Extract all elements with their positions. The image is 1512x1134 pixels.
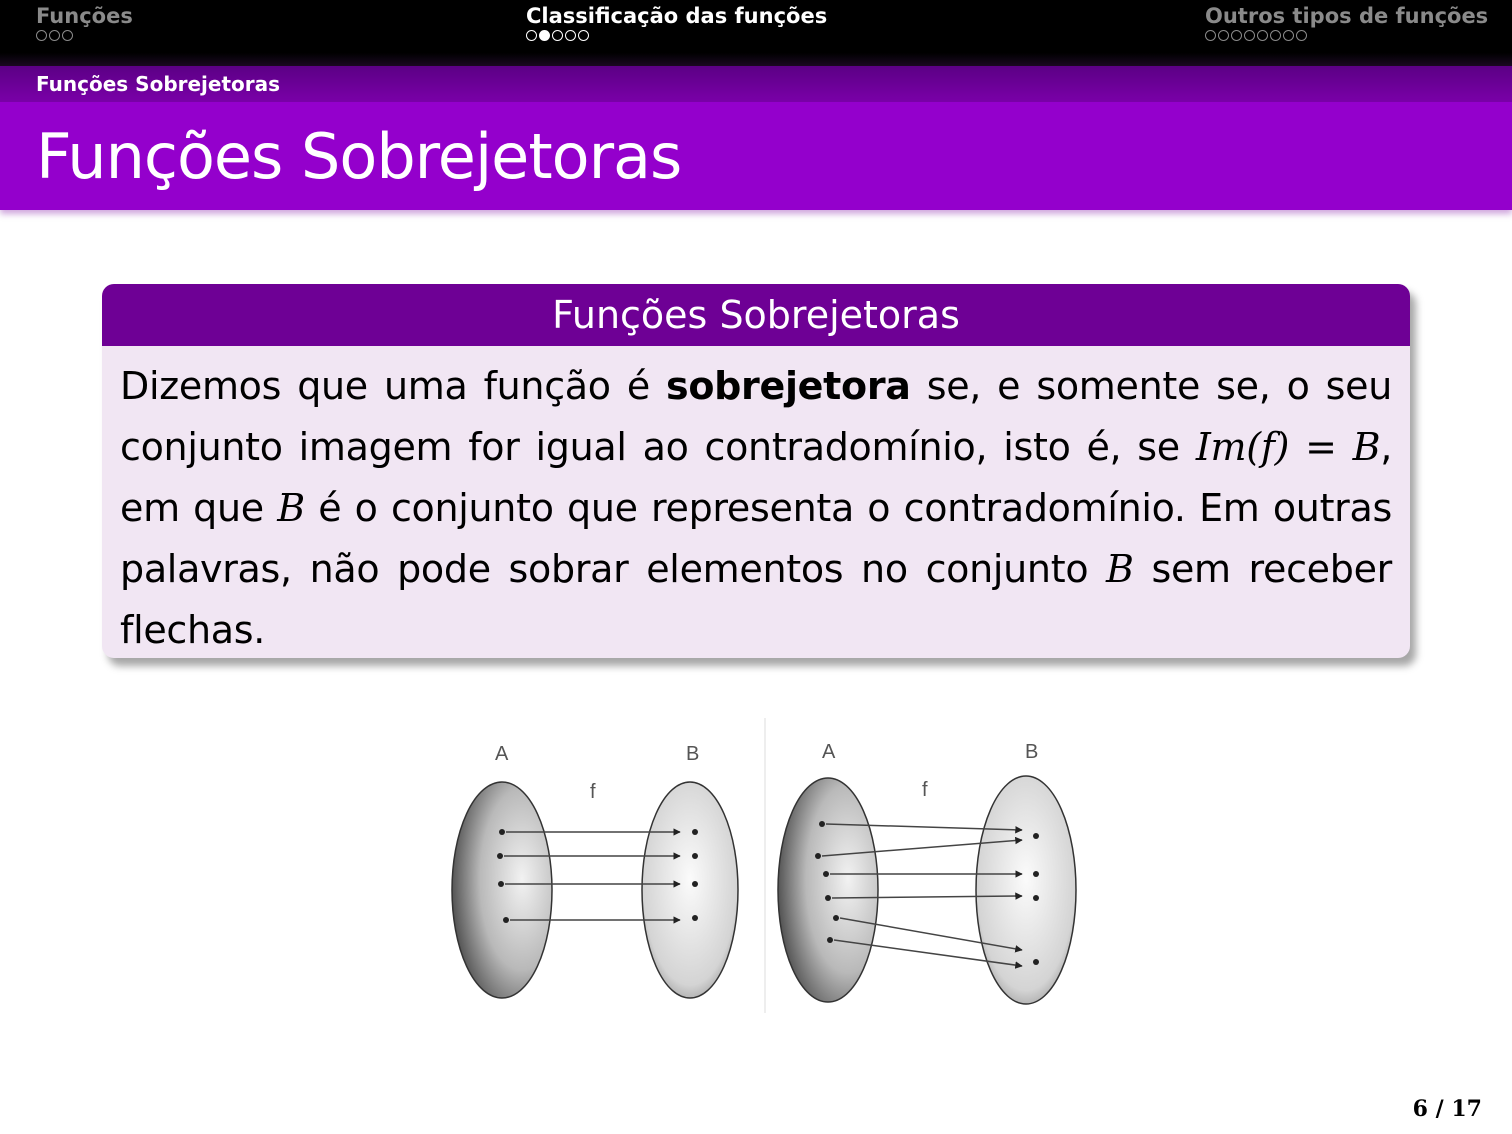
set-a-label: A xyxy=(822,741,836,763)
frame-title: Funções Sobrejetoras xyxy=(36,120,682,193)
page-separator: / xyxy=(1435,1096,1444,1122)
nav-dot-current[interactable] xyxy=(539,30,550,41)
nav-section-classificacao[interactable] xyxy=(526,4,827,41)
nav-section-funcoes[interactable] xyxy=(36,4,133,41)
nav-dot[interactable] xyxy=(1270,30,1281,41)
block-text: se, e somente se, o seu conjunto imagem for igual ao contradomínio, isto é, se xyxy=(120,364,1392,469)
function-label: f xyxy=(922,779,928,801)
navigation-bar xyxy=(0,0,1512,66)
math-b: B xyxy=(1106,547,1134,591)
function-label: f xyxy=(590,781,596,803)
nav-dot[interactable] xyxy=(565,30,576,41)
nav-dot[interactable] xyxy=(49,30,60,41)
set-a-ellipse xyxy=(452,782,552,998)
nav-dot[interactable] xyxy=(1244,30,1255,41)
nav-section-title[interactable]: Funções xyxy=(36,4,133,28)
nav-dot[interactable] xyxy=(1205,30,1216,41)
block-title: Funções Sobrejetoras xyxy=(102,284,1410,346)
set-b-label: B xyxy=(1025,741,1039,763)
block-bold-term: sobrejetora xyxy=(666,364,911,408)
block-text: Dizemos que uma função é xyxy=(120,364,667,408)
definition-block xyxy=(102,284,1410,658)
nav-dot[interactable] xyxy=(552,30,563,41)
nav-section-title[interactable]: Outros tipos de funções xyxy=(1205,4,1489,28)
set-b-ellipse xyxy=(642,782,738,998)
set-b-label: B xyxy=(686,743,700,765)
math-b: B xyxy=(1352,425,1381,469)
nav-section-outros[interactable] xyxy=(1205,4,1488,41)
math-im-f: Im(f) xyxy=(1195,425,1290,469)
page-total: 17 xyxy=(1451,1096,1482,1122)
subsection-bar xyxy=(0,66,1512,102)
block-text: , em que xyxy=(120,425,1392,530)
nav-section-title[interactable]: Classificação das funções xyxy=(526,4,828,28)
subsection-title[interactable]: Funções Sobrejetoras xyxy=(36,72,281,96)
nav-dot[interactable] xyxy=(1296,30,1307,41)
page-number xyxy=(1413,1096,1482,1122)
nav-dot[interactable] xyxy=(578,30,589,41)
math-b: B xyxy=(277,486,305,530)
nav-dot[interactable] xyxy=(1283,30,1294,41)
nav-dots xyxy=(526,30,827,41)
set-a-ellipse xyxy=(778,778,878,1002)
nav-dot[interactable] xyxy=(36,30,47,41)
page-current: 6 xyxy=(1412,1096,1428,1122)
set-a-label: A xyxy=(495,743,509,765)
nav-dots xyxy=(36,30,133,41)
mapping-figure xyxy=(440,718,1090,1018)
block-body xyxy=(102,346,1410,658)
nav-dot[interactable] xyxy=(1218,30,1229,41)
nav-dot[interactable] xyxy=(526,30,537,41)
block-text: é o conjunto que representa o contradomínio. Em outras palavras, não pode sobrar elementos no conjunto xyxy=(120,486,1392,591)
nav-dot[interactable] xyxy=(1257,30,1268,41)
frame-title-bar xyxy=(0,102,1512,210)
block-text: = xyxy=(1289,425,1353,469)
nav-dot[interactable] xyxy=(1231,30,1242,41)
mapping-diagrams xyxy=(440,718,1090,1018)
left-mapping-diagram xyxy=(452,743,738,998)
right-mapping-diagram xyxy=(778,741,1076,1004)
nav-dots xyxy=(1205,30,1488,41)
set-b-ellipse xyxy=(976,776,1076,1004)
block-text: sem receber flechas. xyxy=(120,547,1392,652)
nav-dot[interactable] xyxy=(62,30,73,41)
